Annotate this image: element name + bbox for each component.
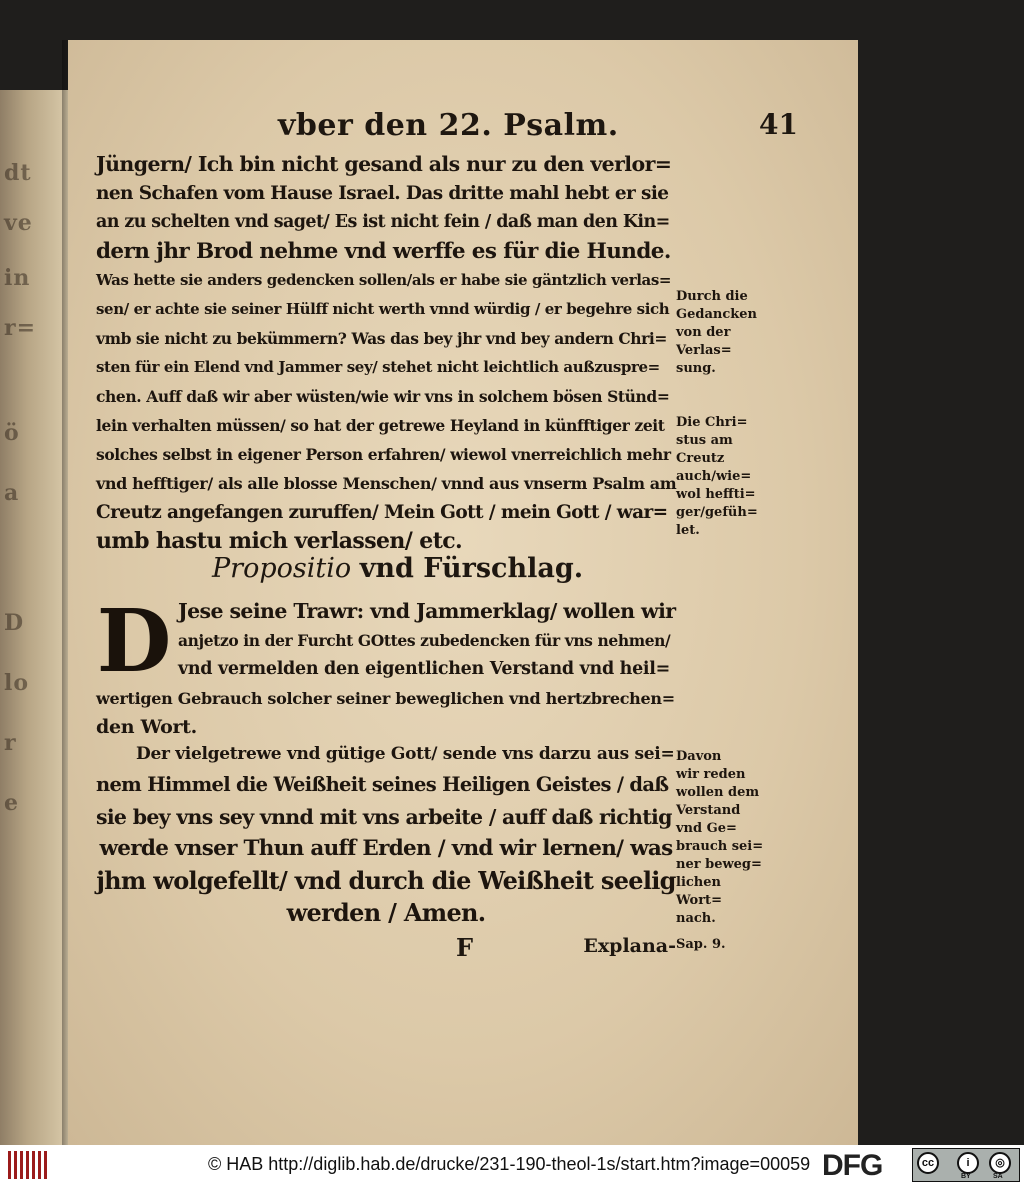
margin-note-line: Sap. 9. <box>676 937 726 952</box>
margin-note-line: ner beweg= <box>676 857 762 872</box>
margin-note-line: brauch sei= <box>676 839 764 854</box>
drop-cap-initial: D <box>96 591 172 692</box>
paragraph-3 <box>96 740 676 929</box>
text-line: solches selbst in eigener Person erfahren/ wiewol vnerreichlich mehr <box>96 445 671 464</box>
text-line: lein verhalten müssen/ so hat der getrewe Heyland in künfftiger zeit <box>96 416 665 435</box>
text-line: sie bey vns sey vnnd mit vns arbeite / auff daß richtig <box>96 805 672 829</box>
margin-note-line: Verlas= <box>676 343 732 358</box>
running-head: vber den 22. Psalm. <box>278 108 619 143</box>
section-heading <box>212 553 583 584</box>
prev-page-fragment: lo <box>4 670 30 696</box>
text-line: vnd vermelden den eigentlichen Verstand vnd heil= <box>178 659 670 679</box>
text-line: Creutz angefangen zuruffen/ Mein Gott / mein Gott / war= <box>96 502 668 523</box>
margin-note-line: auch/wie= <box>676 469 752 484</box>
margin-note-line: sung. <box>676 361 716 376</box>
previous-page-edge <box>0 90 68 1145</box>
margin-note-line: ger/gefüh= <box>676 505 758 520</box>
section-heading-german: vnd Fürschlag. <box>359 553 584 584</box>
prev-page-fragment: r= <box>4 315 37 341</box>
cc-license-badge[interactable] <box>912 1148 1020 1182</box>
dfg-logo: DFG <box>822 1149 883 1182</box>
margin-note-line: Durch die <box>676 289 748 304</box>
hab-logo-icon <box>8 1151 48 1179</box>
text-line: umb hastu mich verlassen/ etc. <box>96 528 463 554</box>
cc-icon: cc <box>917 1152 939 1174</box>
text-line: jhm wolgefellt/ vnd durch die Weißheit seelig <box>96 866 676 895</box>
text-line: sen/ er achte sie seiner Hülff nicht werth vnnd würdig / er begehre sich <box>96 300 670 318</box>
copyright-link[interactable]: © HAB http://diglib.hab.de/drucke/231-190-theol-1s/start.htm?image=00059 <box>208 1154 811 1174</box>
text-line: Jese seine Trawr: vnd Jammerklag/ wollen wir <box>178 599 676 623</box>
prev-page-fragment: ö <box>4 420 20 446</box>
margin-note-line: Wort= <box>676 893 722 908</box>
text-line: werden / Amen. <box>286 898 486 927</box>
prev-page-fragment: r <box>4 730 17 756</box>
margin-note-line: wol heffti= <box>676 487 756 502</box>
page-number: 41 <box>759 108 798 141</box>
margin-note-line: Davon <box>676 749 722 764</box>
margin-note-line: vnd Ge= <box>676 821 737 836</box>
signature-mark: F <box>456 933 474 962</box>
margin-note-line: Gedancken <box>676 307 757 322</box>
margin-note-1 <box>676 288 766 378</box>
paragraph-1 <box>96 150 676 556</box>
page-footer-marks <box>96 933 676 963</box>
text-line: nem Himmel die Weißheit seines Heiligen Geistes / daß <box>96 773 669 796</box>
text-line: nen Schafen vom Hause Israel. Das dritte mahl hebt er sie <box>96 183 669 204</box>
prev-page-fragment: dt <box>4 160 32 186</box>
margin-note-line: von der <box>676 325 731 340</box>
text-line: Was hette sie anders gedencken sollen/als er habe sie gäntzlich verlas= <box>96 271 672 289</box>
text-line: Der vielgetrewe vnd gütige Gott/ sende vns darzu aus sei= <box>136 744 675 764</box>
text-line: an zu schelten vnd saget/ Es ist nicht fein / daß man den Kin= <box>96 212 670 232</box>
viewer-footer-bar <box>0 1145 1024 1185</box>
text-line: den Wort. <box>96 716 197 738</box>
text-line: Jüngern/ Ich bin nicht gesand als nur zu den verlor= <box>96 152 672 176</box>
text-line: vnd hefftiger/ als alle blosse Menschen/ vnnd aus vnserm Psalm am <box>96 474 677 493</box>
catchword: Explana- <box>583 935 676 957</box>
text-line: wertigen Gebrauch solcher seiner beweglichen vnd hertzbrechen= <box>96 689 675 708</box>
margin-note-4 <box>676 936 766 954</box>
margin-note-line: Creutz <box>676 451 725 466</box>
text-line: chen. Auff daß wir aber wüsten/wie wir vns in solchem bösen Stünd= <box>96 387 670 406</box>
text-line: vmb sie nicht zu bekümmern? Was das bey jhr vnd bey andern Chri= <box>96 329 667 348</box>
prev-page-fragment: in <box>4 265 31 291</box>
text-line: werde vnser Thun auff Erden / vnd wir lernen/ was <box>99 836 673 861</box>
margin-note-2 <box>676 414 766 540</box>
prev-page-fragment: D <box>4 610 25 636</box>
share-alike-icon: ◎ <box>989 1152 1011 1174</box>
text-line: anjetzo in der Furcht GOttes zubedencken für vns nehmen/ <box>178 631 671 650</box>
margin-note-line: stus am <box>676 433 733 448</box>
prev-page-fragment: e <box>4 790 19 816</box>
prev-page-fragment: ve <box>4 210 33 236</box>
margin-note-line: lichen <box>676 875 721 890</box>
text-line: dern jhr Brod nehme vnd werffe es für die Hunde. <box>96 239 671 264</box>
margin-note-line: nach. <box>676 911 716 926</box>
page-header <box>278 108 798 148</box>
margin-note-line: let. <box>676 523 700 538</box>
margin-note-line: Die Chri= <box>676 415 748 430</box>
margin-note-line: wir reden <box>676 767 746 782</box>
text-line: sten für ein Elend vnd Jammer sey/ stehet nicht leichtlich außzuspre= <box>96 358 660 376</box>
margin-note-3 <box>676 748 766 928</box>
section-heading-latin: Propositio <box>212 553 352 584</box>
margin-note-line: wollen dem <box>676 785 760 800</box>
cc-sa-label: SA <box>993 1173 1003 1180</box>
paragraph-2 <box>96 591 676 742</box>
prev-page-fragment: a <box>4 480 20 506</box>
margin-note-line: Verstand <box>676 803 741 818</box>
cc-by-label: BY <box>961 1173 971 1180</box>
by-attribution-icon: i <box>957 1152 979 1174</box>
book-page <box>68 40 858 1145</box>
